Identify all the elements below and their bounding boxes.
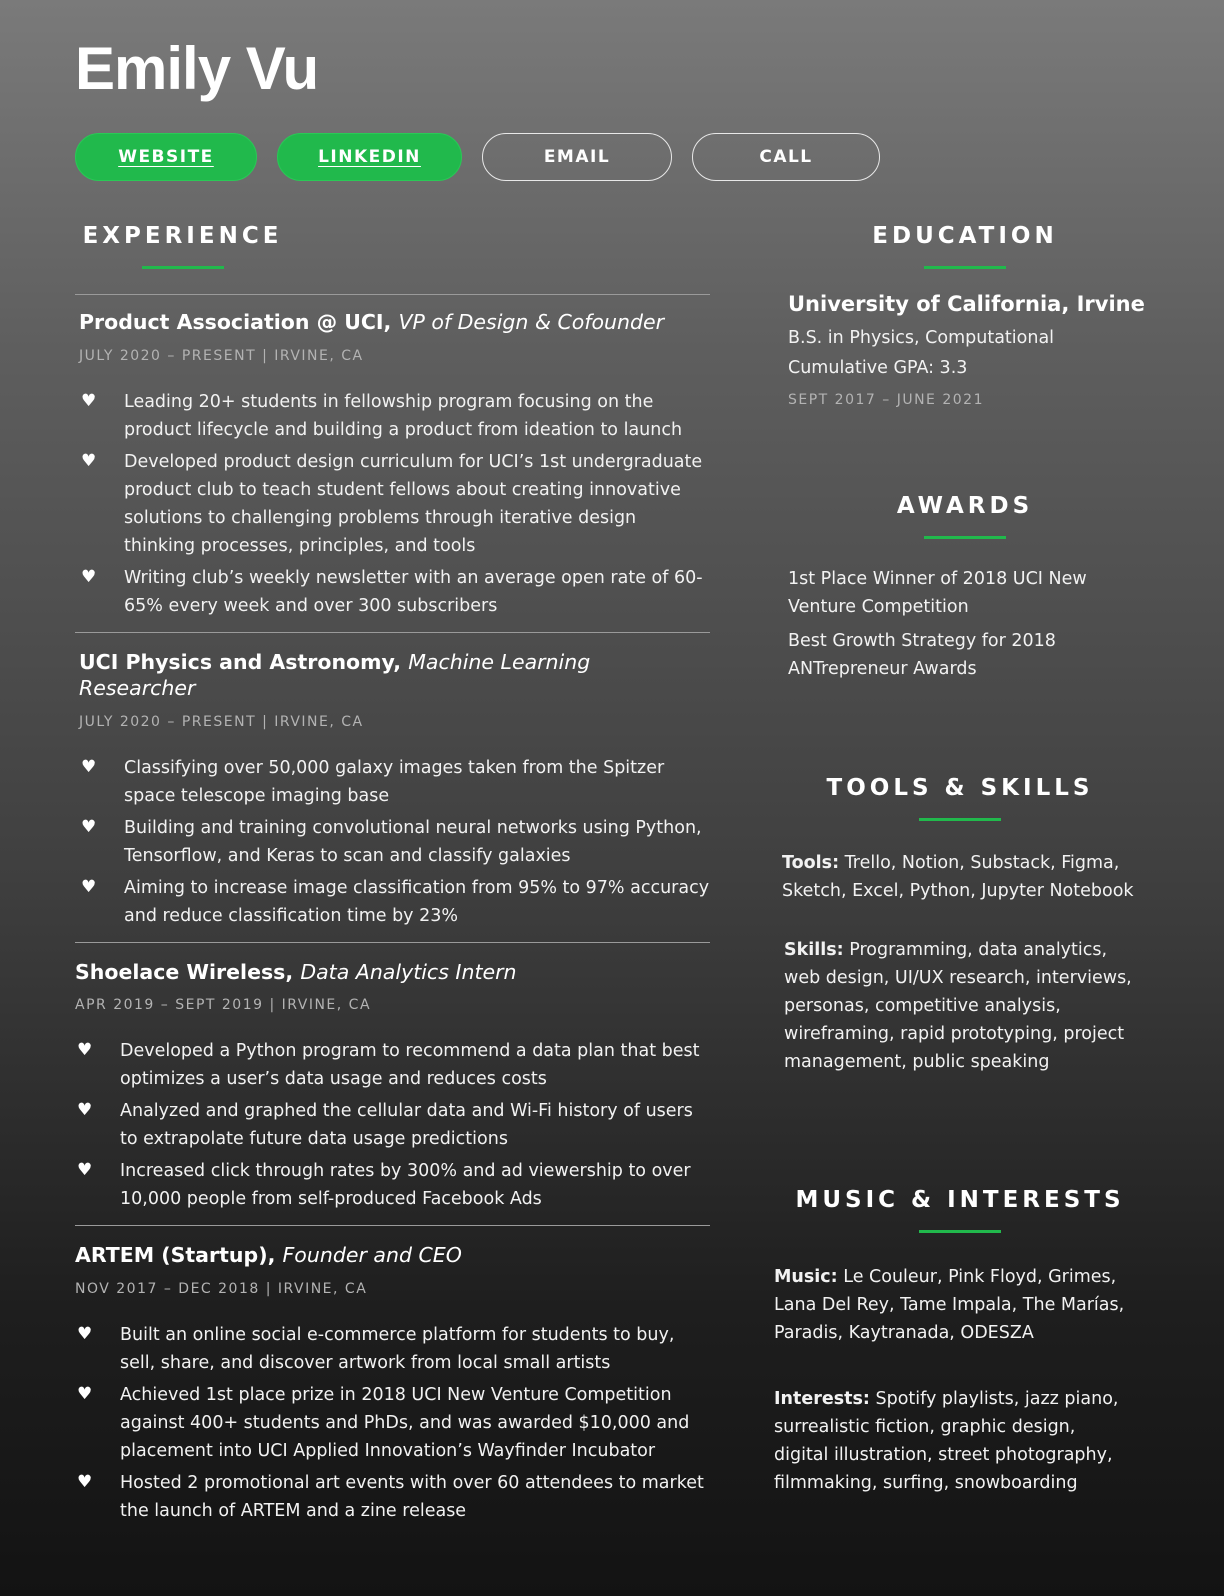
tools-line — [782, 849, 1147, 905]
job-title — [75, 1242, 710, 1269]
degree: B.S. in Physics, Computational — [788, 328, 1055, 349]
list-item: ♥ Hosted 2 promotional art events with over 60 attendees to market the launch of ARTEM and a zine release — [75, 1469, 710, 1525]
section-title: EDUCATION — [872, 223, 1058, 249]
skills-line — [782, 936, 1139, 1076]
heart-icon: ♥ — [77, 1472, 93, 1493]
job-meta: JULY 2020 – PRESENT | IRVINE, CA — [79, 347, 364, 364]
education-heading — [770, 222, 1160, 269]
list-item: ♥ Classifying over 50,000 galaxy images taken from the Spitzer space telescope imaging base — [79, 754, 710, 810]
awards-section — [780, 492, 1160, 689]
heart-icon: ♥ — [81, 816, 97, 837]
list-item: ♥ Writing club’s weekly newsletter with an average open rate of 60-65% every week and over 300 subscribers — [79, 564, 710, 620]
heading-underline — [919, 1230, 1001, 1233]
heart-icon: ♥ — [81, 450, 97, 471]
job-entry — [75, 1242, 710, 1525]
music-text: Le Couleur, Pink Floyd, Grimes, Lana Del Rey, Tame Impala, The Marías, Paradis, Kaytranada, ODESZA — [774, 1266, 1125, 1343]
heading-underline — [919, 818, 1001, 821]
heading-underline — [924, 266, 1006, 269]
list-item: ♥ Built an online social e-commerce platform for students to buy, sell, share, and discover artwork from local small artists — [75, 1321, 710, 1377]
list-item: ♥ Achieved 1st place prize in 2018 UCI New Venture Competition against 400+ students and PhDs, and was awarded $10,000 and placement into UCI Applied Innovation’s Wayfinder Incubator — [75, 1381, 710, 1465]
heart-icon: ♥ — [77, 1324, 93, 1345]
job-entry — [75, 309, 710, 620]
list-item: ♥ Aiming to increase image classification from 95% to 97% accuracy and reduce classification time by 23% — [79, 874, 710, 930]
job-entry — [75, 649, 710, 930]
list-item: ♥ Leading 20+ students in fellowship program focusing on the product lifecycle and building a product from ideation to launch — [79, 388, 710, 444]
job-title — [79, 309, 710, 336]
job-org: UCI Physics and Astronomy, — [79, 649, 402, 674]
tools-text: Trello, Notion, Substack, Figma, Sketch, Excel, Python, Jupyter Notebook — [782, 852, 1134, 901]
list-item: ♥ Developed product design curriculum for UCI’s 1st undergraduate product club to teach student fellows about creating innovative solutions to challenging problems through iterative design thinking processes, principles, and tools — [79, 448, 710, 560]
list-item: ♥ Increased click through rates by 300% and ad viewership to over 10,000 people from self-produced Facebook Ads — [75, 1157, 710, 1213]
job-role: Data Analytics Intern — [300, 959, 517, 984]
section-title: AWARDS — [896, 493, 1034, 519]
heart-icon: ♥ — [81, 756, 97, 777]
linkedin-link-button[interactable]: LINKEDIN — [277, 133, 462, 181]
list-item: ♥ Analyzed and graphed the cellular data and Wi-Fi history of users to extrapolate future data usage predictions — [75, 1097, 710, 1153]
divider — [75, 942, 710, 943]
interests-line — [774, 1385, 1129, 1497]
award-item: Best Growth Strategy for 2018 ANTrepreneur Awards — [788, 630, 1056, 679]
email-button[interactable]: EMAIL — [482, 133, 672, 181]
experience-heading — [75, 222, 290, 269]
skills-heading — [760, 774, 1160, 821]
job-title — [79, 649, 710, 702]
job-meta: NOV 2017 – DEC 2018 | IRVINE, CA — [75, 1281, 368, 1298]
education-dates: SEPT 2017 – JUNE 2021 — [788, 392, 984, 409]
divider — [75, 632, 710, 633]
heart-icon: ♥ — [77, 1384, 93, 1405]
job-role: Founder and CEO — [282, 1243, 462, 1268]
job-title — [75, 959, 710, 986]
job-role: Machine Learning Researcher — [79, 649, 591, 701]
list-item: ♥ Developed a Python program to recommend a data plan that best optimizes a user’s data usage and reduces costs — [75, 1037, 710, 1093]
awards-heading — [770, 492, 1160, 539]
divider — [75, 1225, 710, 1226]
skills-section — [780, 774, 1160, 1076]
website-link-button[interactable]: WEBSITE — [75, 133, 257, 181]
experience-section — [75, 222, 710, 1529]
heart-icon: ♥ — [77, 1040, 93, 1061]
divider — [75, 294, 710, 295]
job-org: Product Association @ UCI, — [79, 309, 392, 334]
interests-label: Interests: — [774, 1388, 870, 1409]
section-title: EXPERIENCE — [82, 223, 283, 249]
education-section — [780, 222, 1160, 408]
job-org: ARTEM (Startup), — [75, 1243, 276, 1268]
job-meta: APR 2019 – SEPT 2019 | IRVINE, CA — [75, 997, 372, 1014]
heading-underline — [924, 536, 1006, 539]
interests-section — [770, 1186, 1160, 1497]
job-role: VP of Design & Cofounder — [398, 309, 665, 334]
job-org: Shoelace Wireless, — [75, 959, 294, 984]
skills-label: Skills: — [784, 939, 844, 960]
heart-icon: ♥ — [81, 566, 97, 587]
call-button[interactable]: CALL — [692, 133, 880, 181]
heart-icon: ♥ — [77, 1100, 93, 1121]
interests-text: Spotify playlists, jazz piano, surrealistic fiction, graphic design, digital illustration, street photography, filmmaking, surfing, snowboarding — [774, 1388, 1119, 1493]
award-item: 1st Place Winner of 2018 UCI New Venture Competition — [788, 568, 1087, 617]
tools-label: Tools: — [782, 852, 840, 873]
school-name: University of California, Irvine — [788, 291, 1145, 316]
person-name: Emily Vu — [75, 35, 319, 102]
heart-icon: ♥ — [81, 876, 97, 897]
skills-text: Programming, data analytics, web design, UI/UX research, interviews, personas, competitive analysis, wireframing, rapid prototyping, project management, public speaking — [784, 939, 1132, 1072]
music-label: Music: — [774, 1266, 838, 1287]
heart-icon: ♥ — [81, 390, 97, 411]
job-entry — [75, 959, 710, 1214]
job-meta: JULY 2020 – PRESENT | IRVINE, CA — [79, 713, 364, 730]
gpa: Cumulative GPA: 3.3 — [788, 358, 968, 379]
heart-icon: ♥ — [77, 1160, 93, 1181]
music-line — [774, 1263, 1129, 1347]
interests-heading — [760, 1186, 1160, 1233]
list-item: ♥ Building and training convolutional neural networks using Python, Tensorflow, and Keras to scan and classify galaxies — [79, 814, 710, 870]
section-title: MUSIC & INTERESTS — [795, 1187, 1125, 1213]
section-title: TOOLS & SKILLS — [826, 775, 1094, 801]
heading-underline — [142, 266, 224, 269]
